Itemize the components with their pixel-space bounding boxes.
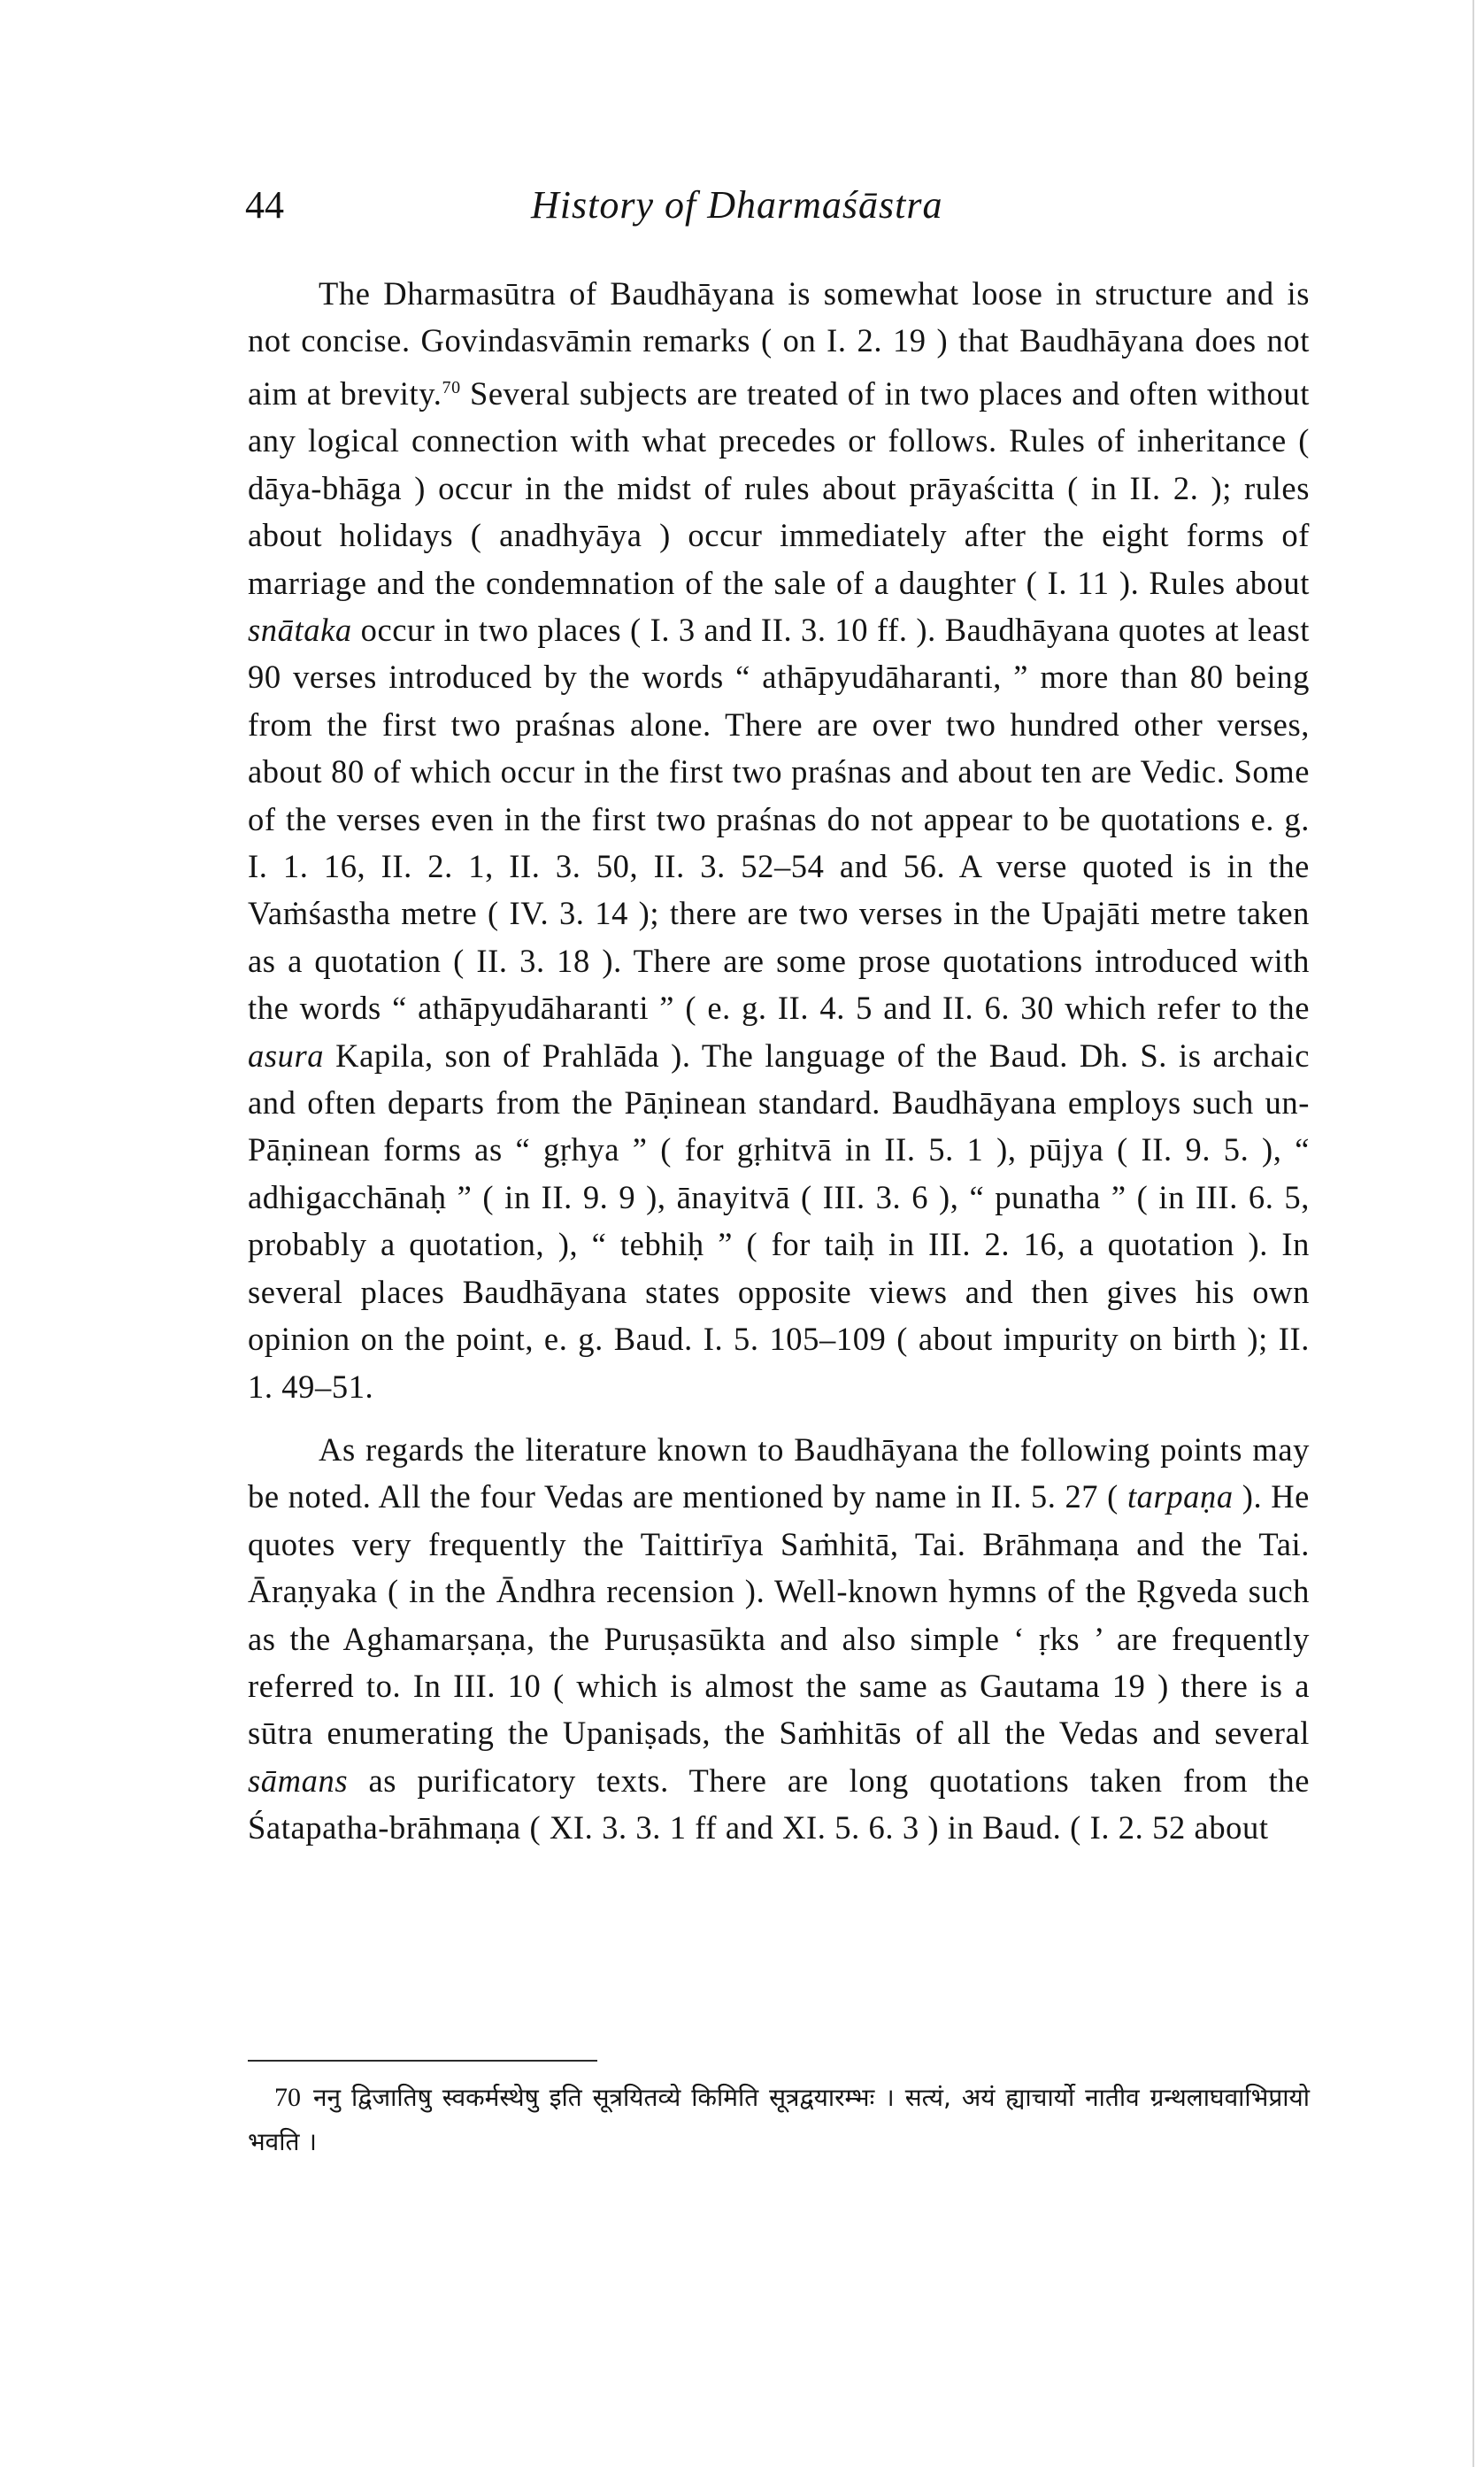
- p1-text-2: Several subjects are treated of in two places and often without any logical connection with what precedes or follows. Rules of inheritance ( dāya-bhāga ) occur in the midst of rules about prāyaścitta ( in II. 2. ); rules about holidays ( anadhyāya ) occur immediately after the eight forms of marriage and the condemnation of the sale of a daughter ( I. 11 ). Rules about: [248, 374, 1310, 601]
- p2-text-2: ). He quotes very frequently the Taittirīya Saṁhitā, Tai. Brāhmaṇa and the Tai. Āraṇyaka ( in the Āndhra recension ). Well-known hymns of the Ṛgveda such as the Aghamarṣaṇa, the Puruṣasūkta and also simple ‘ ṛks ’ are frequently referred to. In III. 10 ( which is almost the same as Gautama 19 ) there is a sūtra enumerating the Upaniṣads, the Saṁhitās of all the Vedas and several: [248, 1478, 1310, 1752]
- body-text: [248, 270, 1310, 1852]
- page-edge-line: [1472, 0, 1474, 2467]
- footnote-number: 70: [274, 2083, 301, 2112]
- footnote-text: ननु द्विजातिषु स्वकर्मस्थेषु इति सूत्रयितव्ये किमिति सूत्रद्वयारम्भः । सत्यं, अयं ह्याचार्यो नातीव ग्रन्थलाघवाभिप्रायो भवति ।: [248, 2083, 1310, 2156]
- paragraph-2: [248, 1426, 1310, 1852]
- paragraph-1: [248, 270, 1310, 1410]
- page-number: 44: [245, 183, 284, 227]
- p1-text-4: Kapila, son of Prahlāda ). The language of the Baud. Dh. S. is archaic and often departs from the Pāṇinean standard. Baudhāyana employs such un-Pāṇinean forms as “ gṛhya ” ( for gṛhitvā in II. 5. 1 ), pūjya ( II. 9. 5. ), “ adhigacchānaḥ ” ( in II. 9. 9 ), ānayitvā ( III. 3. 6 ), “ punatha ” ( in III. 6. 5, probably a quotation, ), “ tebhiḥ ” ( for taiḥ in III. 2. 16, a quotation ). In several places Baudhāyana states opposite views and then gives his own opinion on the point, e. g. Baud. I. 5. 105–109 ( about impurity on birth ); II. 1. 49–51.: [248, 1037, 1310, 1405]
- footnote-divider: [248, 2060, 597, 2062]
- p2-italic-term-1: tarpaṇa: [1126, 1478, 1234, 1515]
- footnote: [248, 2076, 1310, 2164]
- p2-text-3: as purificatory texts. There are long quotations taken from the Śatapatha-brāhmaṇa ( XI. 3. 3. 1 ff and XI. 5. 6. 3 ) in Baud. ( I. 2. 52 about: [248, 1762, 1310, 1846]
- footnote-reference: 70: [442, 377, 461, 397]
- p1-italic-term-2: asura: [248, 1037, 325, 1074]
- p2-italic-term-2: sāmans: [248, 1762, 349, 1799]
- running-head: History of Dharmaśāstra: [531, 183, 943, 227]
- p1-text-3: occur in two places ( I. 3 and II. 3. 10 ff. ). Baudhāyana quotes at least 90 verses introduced by the words “ athāpyudāharanti, ” more than 80 being from the first two praśnas alone. There are over two hundred other verses, about 80 of which occur in the first two praśnas and about ten are Vedic. Some of the verses even in the first two praśnas do not appear to be quotations e. g. I. 1. 16, II. 2. 1, II. 3. 50, II. 3. 52–54 and 56. A verse quoted is in the Vaṁśastha metre ( IV. 3. 14 ); there are two verses in the Upajāti metre taken as a quotation ( II. 3. 18 ). There are some prose quotations introduced with the words “ athāpyudāharanti ” ( e. g. II. 4. 5 and II. 6. 30 which refer to the: [248, 612, 1310, 1027]
- p2-text-1: As regards the literature known to Baudhāyana the following points may be noted. All the four Vedas are mentioned by name in II. 5. 27 (: [248, 1430, 1310, 1515]
- p1-text-1: The Dharmasūtra of Baudhāyana is somewhat loose in structure and is not concise. Govindasvāmin remarks ( on I. 2. 19 ) that Baudhāyana does not aim at brevity.: [248, 275, 1310, 412]
- p1-italic-term-1: snātaka: [248, 612, 352, 648]
